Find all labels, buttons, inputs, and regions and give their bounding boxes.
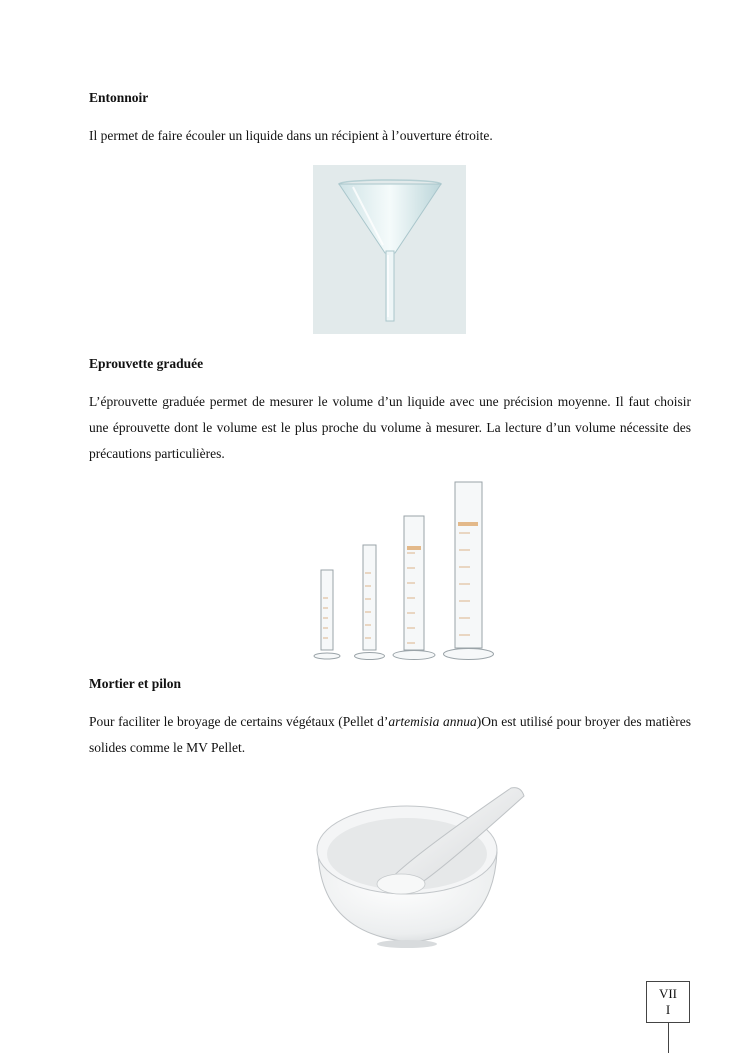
page-number-line1: VII: [658, 986, 678, 1001]
heading-eprouvette: Eprouvette graduée: [89, 356, 204, 371]
paragraph-entonnoir: Il permet de faire écouler un liquide dans un récipient à l’ouverture étroite.: [89, 128, 493, 143]
funnel-image: [313, 165, 466, 334]
paragraph-mortier-part2: )On est utilisé pour broyer des matières solides comme le MV Pellet.: [89, 714, 691, 755]
paragraph-mortier: [89, 709, 691, 761]
page-number-connector: [668, 1023, 669, 1053]
mortar-pestle-image: [315, 784, 527, 949]
paragraph-mortier-italic: artemisia annua: [388, 714, 477, 729]
heading-entonnoir: Entonnoir: [89, 90, 149, 105]
paragraph-mortier-part1: Pour faciliter le broyage de certains végétaux (Pellet d’: [89, 714, 389, 729]
page-number: [646, 981, 690, 1023]
page-number-line2: I: [665, 1002, 671, 1017]
paragraph-eprouvette: L’éprouvette graduée permet de mesurer le volume d’un liquide avec une précision moyenne. Il faut choisir une éprouvette dont le volume est le plus proche du volume à mesurer. La lecture d’un volume nécessite des précautions particulières.: [89, 394, 691, 461]
graduated-cylinders-image: [310, 478, 500, 663]
heading-mortier: Mortier et pilon: [89, 676, 181, 691]
